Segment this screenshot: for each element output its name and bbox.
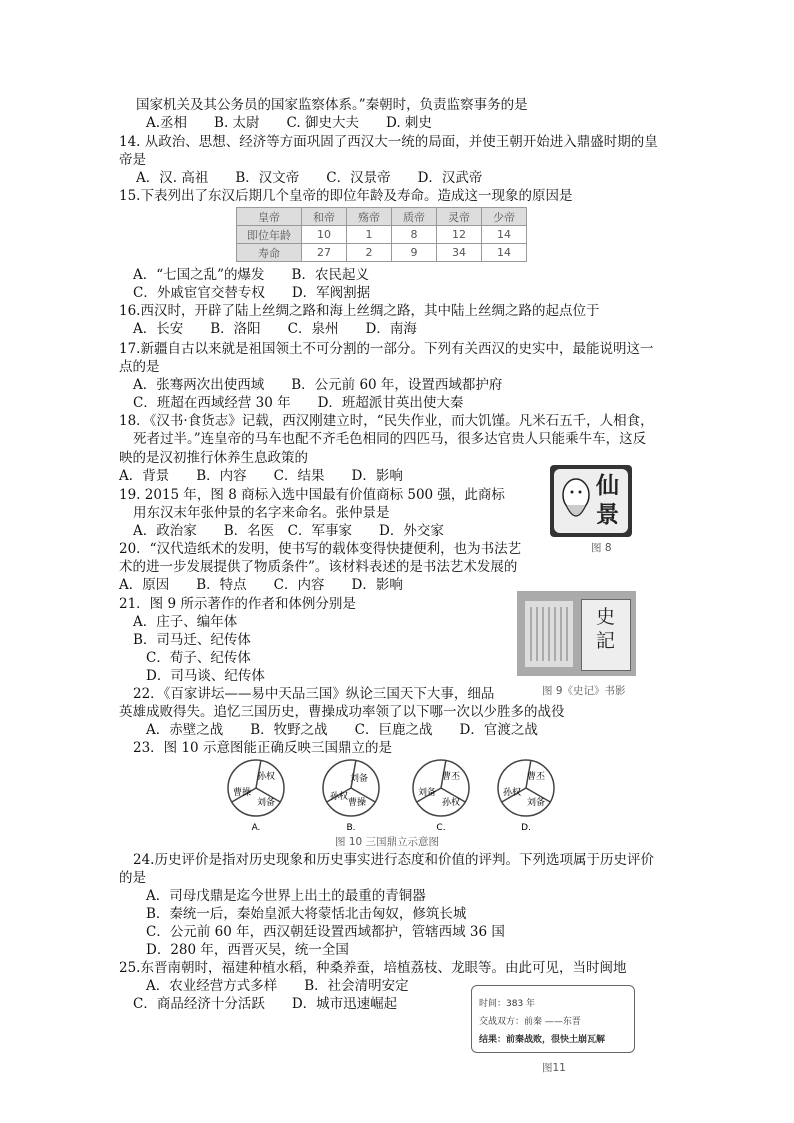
q24-stem-line: 24.历史评价是指对历史现象和历史事实进行态度和价值的评判。下列选项属于历史评价 — [133, 852, 654, 868]
q19-options: A．政治家 B．名医 C．军事家 D．外交家 — [133, 523, 444, 539]
fig11-result: 结果：前秦战败，很快土崩瓦解 — [479, 1035, 606, 1045]
table-cell: 14 — [482, 244, 527, 262]
q18-options: A．背景 B．内容 C．结果 D．影响 — [119, 468, 403, 484]
q13-options: A.丞相 B. 太尉 C. 御史大夫 D. 刺史 — [146, 115, 432, 131]
fig11-info-box — [471, 985, 635, 1053]
q22-options: A．赤壁之战 B．牧野之战 C．巨鹿之战 D．官渡之战 — [146, 722, 538, 738]
table-row — [237, 226, 527, 244]
table-cell: 殇帝 — [347, 208, 392, 226]
q20-stem-line: 20．“汉代造纸术的发明，使书写的载体变得快捷便利，也为书法艺 — [119, 541, 522, 557]
fig11-caption: 图11 — [542, 1062, 566, 1074]
q23-stem: 23．图 10 示意图能正确反映三国鼎立的是 — [133, 740, 392, 756]
q15-options: A．“七国之乱”的爆发 B．农民起义 — [133, 267, 369, 283]
pie-option-letter: D. — [521, 823, 531, 833]
table-cell: 和帝 — [302, 208, 347, 226]
pie-3 — [413, 760, 469, 833]
q19-stem-line: 19. 2015 年，图 8 商标入选中国最有价值商标 500 强，此商标 — [119, 487, 505, 503]
pie-4 — [498, 760, 554, 833]
q22-stem-line: 22．《百家讲坛——易中天品三国》纵论三国天下大事，细品 — [133, 686, 495, 702]
pie-label: 刘备 — [256, 798, 276, 808]
table-cell: 即位年龄 — [237, 226, 302, 244]
pie-label: 孙权 — [329, 792, 349, 802]
table-cell: 寿命 — [237, 244, 302, 262]
q21-option: B．司马迁、纪传体 — [133, 632, 251, 648]
pie-label: 刘备 — [349, 774, 369, 784]
pie-option-letter: C. — [436, 823, 446, 833]
q15-stem: 15.下表列出了东汉后期几个皇帝的即位年龄及寿命。造成这一现象的原因是 — [119, 188, 573, 204]
q17-options: C．班超在西域经营 30 年 D．班超派甘英出使大秦 — [133, 395, 464, 411]
q21-option: D．司马谈、纪传体 — [146, 668, 265, 684]
pie-label: 曹操 — [232, 788, 252, 798]
q18-stem-line: 死者过半。”连皇帝的马车也配不齐毛色相同的四匹马，很多达官贵人只能乘牛车，这反 — [133, 431, 647, 447]
q24-stem-line: 的是 — [119, 870, 146, 886]
q14-options: A．汉. 高祖 B．汉文帝 C．汉景帝 D．汉武帝 — [136, 170, 483, 186]
q18-stem-line: 18．《汉书·食货志》记载，西汉刚建立时，“民失作业，而大饥馑。凡米石五千，人相食， — [119, 413, 654, 429]
table-cell: 2 — [347, 244, 392, 262]
q25-stem: 25.东晋南朝时，福建种植水稻，种桑养蚕，培植荔枝、龙眼等。由此可见，当时闽地 — [119, 960, 627, 976]
pie-option-letter: A. — [251, 823, 261, 833]
q22-stem-line: 英雄成败得失。追忆三国历史，曹操成功率领了以下哪一次以少胜多的战役 — [119, 704, 565, 720]
pie-label: 孙权 — [502, 788, 522, 798]
q24-option: C．公元前 60 年，西汉朝廷设置西域都护，管辖西域 36 国 — [146, 924, 505, 940]
q25-options: A．农业经营方式多样 B．社会清明安定 — [146, 978, 409, 994]
pie-label: 曹操 — [347, 798, 367, 808]
fig9-book-image — [517, 591, 636, 676]
q21-option: C．荀子、纪传体 — [146, 650, 251, 666]
table-cell: 少帝 — [482, 208, 527, 226]
pie-2 — [323, 760, 379, 833]
q24-option: D．280 年，西晋灭吴，统一全国 — [146, 942, 349, 958]
fig8-caption: 图 8 — [591, 542, 612, 554]
table-cell: 9 — [392, 244, 437, 262]
q17-stem-line: 点的是 — [119, 359, 160, 375]
q17-stem-line: 17.新疆自古以来就是祖国领土不可分割的一部分。下列有关西汉的史实中，最能说明这一 — [119, 341, 654, 357]
book-cover — [581, 599, 631, 671]
q20-stem-line: 术的进一步发展提供了物质条件”。该材料表述的是书法艺术发展的 — [119, 559, 518, 575]
table-header-row — [237, 208, 527, 226]
pie-label: 孙权 — [256, 772, 276, 782]
fig11-time: 时间：383 年 — [479, 999, 536, 1009]
q24-option: B．秦统一后，秦始皇派大将蒙恬北击匈奴，修筑长城 — [146, 906, 467, 922]
q21-stem: 21．图 9 所示著作的作者和体例分别是 — [119, 596, 356, 612]
q15-emperor-table — [236, 207, 527, 262]
fig9-caption: 图 9《史记》书影 — [542, 685, 626, 697]
pie-label: 曹丕 — [441, 772, 461, 782]
table-cell: 灵帝 — [437, 208, 482, 226]
q18-stem-line: 映的是汉初推行休养生息政策的 — [119, 450, 308, 466]
pie-option-letter: B. — [346, 823, 356, 833]
table-cell: 质帝 — [392, 208, 437, 226]
pie-1 — [228, 760, 284, 833]
table-cell: 27 — [302, 244, 347, 262]
q15-options: C．外戚宦官交替专权 D．军阀割据 — [133, 285, 371, 301]
table-cell: 1 — [347, 226, 392, 244]
table-cell: 12 — [437, 226, 482, 244]
q16-options: A．长安 B．洛阳 C．泉州 D．南海 — [133, 321, 417, 337]
book-title: 史記 — [596, 606, 616, 652]
book-page — [525, 601, 573, 667]
q16-stem: 16.西汉时，开辟了陆上丝绸之路和海上丝绸之路，其中陆上丝绸之路的起点位于 — [119, 303, 600, 319]
q24-option: A．司母戊鼎是迄今世界上出土的最重的青铜器 — [146, 888, 426, 904]
table-row — [237, 244, 527, 262]
q25-options: C．商品经济十分活跃 D．城市迅速崛起 — [133, 996, 398, 1012]
table-cell: 皇帝 — [237, 208, 302, 226]
q17-options: A．张骞两次出使西域 B．公元前 60 年，设置西域都护府 — [133, 377, 503, 393]
fig11-parties: 交战双方：前秦 ——东晋 — [479, 1017, 581, 1027]
q13-stem-line: 国家机关及其公务员的国家监察体系。”秦朝时，负责监察事务的是 — [136, 97, 528, 113]
pie-label: 孙权 — [441, 798, 461, 808]
pie-label: 刘备 — [526, 798, 546, 808]
fig10-pies — [226, 758, 566, 834]
fig8-logo-text: 仙景 — [596, 472, 619, 528]
fig10-caption: 图 10 三国鼎立示意图 — [335, 836, 440, 848]
pie-label: 曹丕 — [526, 772, 546, 782]
text-columns-icon — [525, 601, 573, 667]
table-cell: 34 — [437, 244, 482, 262]
q14-stem-line: 帝是 — [119, 152, 146, 168]
fig8-logo — [550, 465, 632, 537]
table-cell: 10 — [302, 226, 347, 244]
q21-option: A．庄子、编年体 — [133, 614, 238, 630]
q19-stem-line: 用东汉末年张仲景的名字来命名。张仲景是 — [133, 505, 390, 521]
q14-stem-line: 14. 从政治、思想、经济等方面巩固了西汉大一统的局面，并使王朝开始进入鼎盛时期的皇 — [119, 134, 658, 150]
table-cell: 8 — [392, 226, 437, 244]
pie-label: 刘备 — [417, 788, 437, 798]
table-cell: 14 — [482, 226, 527, 244]
q20-options: A．原因 B．特点 C．内容 D．影响 — [119, 577, 403, 593]
